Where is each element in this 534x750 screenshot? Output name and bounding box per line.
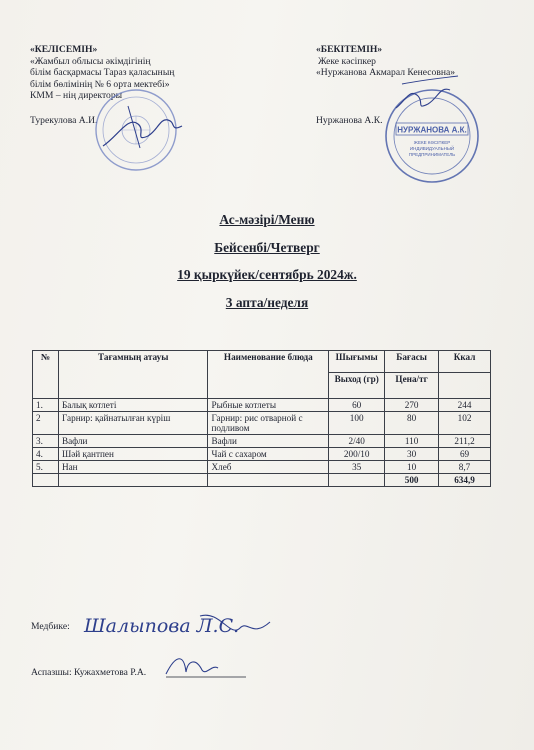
approval-left-line: «Жамбыл облысы әкімдігінің bbox=[30, 55, 151, 67]
date-title: 19 қыркүйек/сентябрь 2024ж. bbox=[177, 267, 357, 282]
cell-kcal: 102 bbox=[439, 412, 491, 435]
cell-kcal: 211,2 bbox=[439, 435, 491, 448]
nurse-label: Медбике: bbox=[31, 621, 70, 632]
week-title: 3 апта/неделя bbox=[225, 294, 309, 310]
approval-right-line: Жеке кәсіпкер bbox=[318, 55, 376, 67]
cell-name-kz: Гарнир: қайнатылған күріш bbox=[58, 412, 208, 435]
cell-name-kz: Нан bbox=[58, 461, 208, 474]
director-signature-icon bbox=[98, 96, 188, 156]
col-header-yield-ru: Выход (гр) bbox=[329, 373, 385, 399]
cell-yield: 2/40 bbox=[329, 435, 385, 448]
col-header-kcal: Ккал bbox=[439, 351, 491, 373]
cell-name-ru: Чай с сахаром bbox=[208, 448, 329, 461]
approval-left-line: КММ – нің директоры bbox=[30, 90, 123, 102]
cell-name-ru: Рыбные котлеты bbox=[208, 399, 329, 412]
stamp-line-text: ЖЕКЕ КӘСІПКЕР bbox=[413, 140, 451, 145]
approval-left-line: білім бөлімінің № 6 орта мектебі» bbox=[30, 78, 170, 90]
approval-left-line: білім басқармасы Тараз қаласының bbox=[30, 67, 175, 79]
table-row bbox=[33, 448, 491, 461]
cell-kcal: 8,7 bbox=[439, 461, 491, 474]
col-header-num: № bbox=[33, 351, 59, 399]
table-row bbox=[33, 435, 491, 448]
approval-left-signer: Турекулова А.И. bbox=[30, 115, 98, 126]
cell-num: 2 bbox=[33, 412, 59, 435]
table-row bbox=[33, 412, 491, 435]
cell-price: 10 bbox=[385, 461, 439, 474]
menu-title: Ас-мәзірі/Меню bbox=[219, 212, 315, 227]
cell-name-ru: Хлеб bbox=[208, 461, 329, 474]
cell-num: 5. bbox=[33, 461, 59, 474]
col-header-empty bbox=[439, 373, 491, 399]
approval-right-signer: Нуржанова А.К. bbox=[316, 115, 383, 126]
stamp-line-text: ПРЕДПРИНИМАТЕЛЬ bbox=[408, 152, 456, 157]
stamp-name-text: НУРЖАНОВА А.К. bbox=[397, 125, 467, 135]
cell-name-kz: Шәй қантпен bbox=[58, 448, 208, 461]
entrepreneur-signature-icon bbox=[392, 70, 462, 120]
total-kcal: 634,9 bbox=[439, 474, 491, 487]
cell-num: 4. bbox=[33, 448, 59, 461]
cell-yield: 100 bbox=[329, 412, 385, 435]
stamp-line-text: ИНДИВИДУАЛЬНЫЙ bbox=[409, 146, 455, 151]
cell-name-ru: Вафли bbox=[208, 435, 329, 448]
col-header-name-kz: Тағамның атауы bbox=[58, 351, 208, 399]
cell-price: 270 bbox=[385, 399, 439, 412]
cell-name-ru: Гарнир: рис отварной с подливом bbox=[208, 412, 329, 435]
cell-num: 1. bbox=[33, 399, 59, 412]
cell-kcal: 244 bbox=[439, 399, 491, 412]
cell-price: 80 bbox=[385, 412, 439, 435]
approval-left-heading: «КЕЛІСЕМІН» bbox=[30, 44, 98, 55]
weekday-title: Бейсенбі/Четверг bbox=[214, 239, 320, 255]
cook-label: Аспазшы: Кужахметова Р.А. bbox=[31, 667, 147, 678]
table-row bbox=[33, 461, 491, 474]
col-header-price-kz: Бағасы bbox=[385, 351, 439, 373]
cell-price: 30 bbox=[385, 448, 439, 461]
totals-row bbox=[33, 474, 491, 487]
col-header-name-ru: Наименование блюда bbox=[208, 351, 329, 399]
approval-right-line: «Нуржанова Акмарал Кенесовна» bbox=[316, 67, 456, 79]
col-header-yield-kz: Шығымы bbox=[329, 351, 385, 373]
cell-yield: 60 bbox=[329, 399, 385, 412]
cell-price: 110 bbox=[385, 435, 439, 448]
cell-name-kz: Балық котлеті bbox=[58, 399, 208, 412]
menu-titles bbox=[0, 212, 534, 322]
cell-yield: 35 bbox=[329, 461, 385, 474]
nurse-signature-icon bbox=[80, 608, 290, 648]
col-header-price-ru: Цена/тг bbox=[385, 373, 439, 399]
cook-signature-icon bbox=[162, 650, 248, 680]
cell-num: 3. bbox=[33, 435, 59, 448]
nurse-signature-text: Шалыпова Л.С. bbox=[84, 615, 240, 637]
cell-name-kz: Вафли bbox=[58, 435, 208, 448]
approval-right-heading: «БЕКІТЕМІН» bbox=[316, 44, 383, 55]
menu-table bbox=[32, 350, 491, 487]
cell-kcal: 69 bbox=[439, 448, 491, 461]
cell-yield: 200/10 bbox=[329, 448, 385, 461]
table-row bbox=[33, 399, 491, 412]
total-price: 500 bbox=[385, 474, 439, 487]
